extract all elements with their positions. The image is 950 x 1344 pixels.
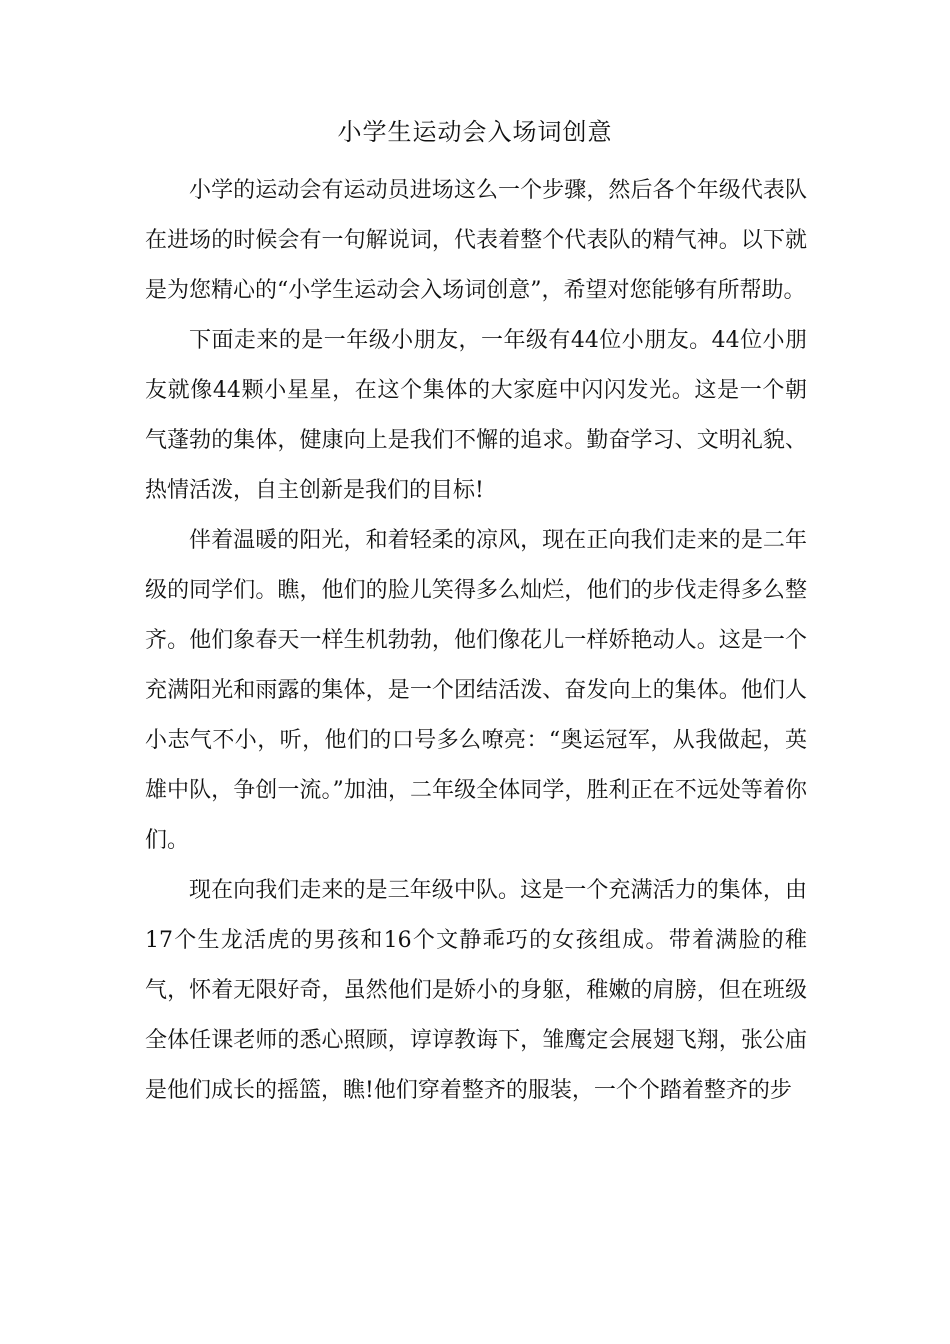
paragraph-grade-two: 伴着温暖的阳光，和着轻柔的凉风，现在正向我们走来的是二年级的同学们。瞧，他们的脸儿笑得多么灿烂，他们的步伐走得多么整齐。他们象春天一样生机勃勃，他们像花儿一样娇艳动人。这是一个充满阳光和雨露的集体，是一个团结活泼、奋发向上的集体。他们人小志气不小，听，他们的口号多么嘹亮：“奥运冠军，从我做起，英雄中队，争创一流。”加油，二年级全体同学，胜利正在不远处等着你们。	[145, 528, 807, 853]
paragraph-grade-three: 现在向我们走来的是三年级中队。这是一个充满活力的集体，由17个生龙活虎的男孩和16个文静乖巧的女孩组成。带着满脸的稚气，怀着无限好奇，虽然他们是娇小的身躯，稚嫩的肩膀，但在班级全体任课老师的悉心照顾，谆谆教诲下，雏鹰定会展翅飞翔，张公庙是他们成长的摇篮，瞧!他们穿着整齐的服装，一个个踏着整齐的步	[145, 878, 807, 1103]
document-body	[145, 166, 807, 1116]
document-title: 小学生运动会入场词创意	[337, 118, 613, 146]
paragraph-grade-one: 下面走来的是一年级小朋友，一年级有44位小朋友。44位小朋友就像44颗小星星，在这个集体的大家庭中闪闪发光。这是一个朝气蓬勃的集体，健康向上是我们不懈的追求。勤奋学习、文明礼貌、热情活泼，自主创新是我们的目标!	[145, 328, 807, 503]
paragraph-intro: 小学的运动会有运动员进场这么一个步骤，然后各个年级代表队在进场的时候会有一句解说词，代表着整个代表队的精气神。以下就是为您精心的“小学生运动会入场词创意”，希望对您能够有所帮助。	[145, 178, 807, 303]
